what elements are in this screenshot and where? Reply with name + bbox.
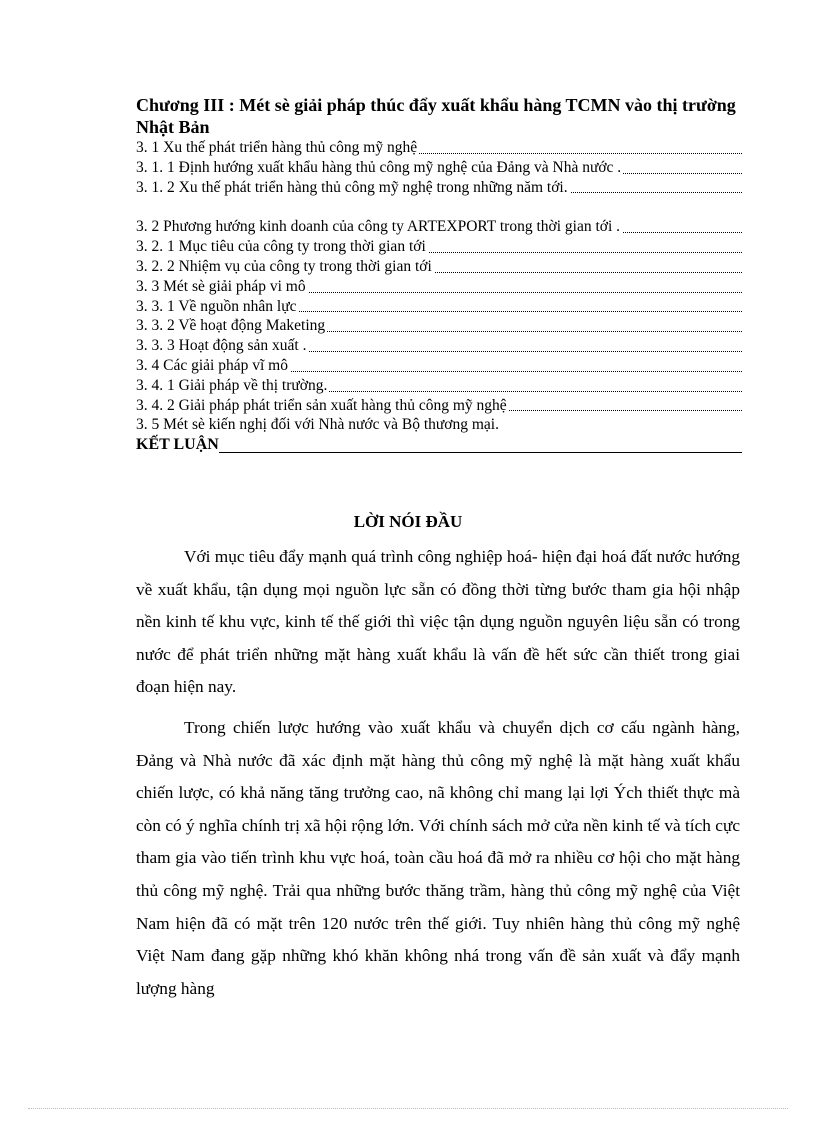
toc-conclusion: KẾT LUẬN — [136, 435, 742, 455]
toc-entry: 3. 3. 2 Về hoạt động Maketing — [136, 316, 742, 336]
toc-entry: 3. 1 Xu thế phát triển hàng thủ công mỹ nghệ — [136, 138, 742, 158]
toc-entry: 3. 2 Phương hướng kinh doanh của công ty ARTEXPORT trong thời gian tới . — [136, 217, 742, 237]
paragraph: Với mục tiêu đẩy mạnh quá trình công nghiệp hoá- hiện đại hoá đất nước hướng về xuất khẩu, tận dụng mọi nguồn lực sẵn có đồng thời từng bước tham gia hội nhập nền kinh tế khu vực, kinh tế thế giới thì việc tận dụng nguồn nguyên liệu sẵn có trong nước để phát triển những mặt hàng xuất khẩu là vấn đề hết sức cần thiết trong giai đoạn hiện nay. — [136, 547, 740, 697]
toc-entry: 3. 3 Mét sè giải pháp vi mô — [136, 277, 742, 297]
paragraph: Trong chiến lược hướng vào xuất khẩu và chuyển dịch cơ cấu ngành hàng, Đảng và Nhà nước đã xác định mặt hàng thủ công mỹ nghệ là mặt hàng xuất khẩu chiến lược, có khả năng tăng trưởng cao, nã không chỉ mang lại lợi Ých thiết thực mà còn có ý nghĩa chính trị xã hội rộng lớn. Với chính sách mở cửa nền kinh tế và tích cực tham gia vào tiến trình khu vực hoá, toàn cầu hoá đã mở ra nhiều cơ hội cho mặt hàng thủ công mỹ nghệ. Trải qua những bước thăng trầm, hàng thủ công mỹ nghệ của Việt Nam hiện đã có mặt trên 120 nước trên thế giới. Tuy nhiên hàng thủ công mỹ nghệ Việt Nam đang gặp những khó khăn không nhá trong vấn đề sản xuất và đẩy mạnh lượng hàng — [136, 717, 740, 998]
toc-entry: 3. 4 Các giải pháp vĩ mô — [136, 356, 742, 376]
toc-entry: 3. 5 Mét sè kiến nghị đối với Nhà nước và Bộ thương mại. — [136, 416, 499, 434]
intro-body — [136, 541, 740, 1013]
page-footer-divider — [28, 1108, 788, 1109]
toc-entry: 3. 3. 3 Hoạt động sản xuất . — [136, 336, 742, 356]
toc-entry: 3. 4. 2 Giải pháp phát triển sản xuất hàng thủ công mỹ nghệ — [136, 396, 742, 416]
toc-entry: 3. 3. 1 Về nguồn nhân lực — [136, 297, 742, 317]
table-of-contents — [136, 94, 742, 455]
toc-entry: 3. 4. 1 Giải pháp về thị trường. — [136, 376, 742, 396]
toc-entry: 3. 1. 1 Định hướng xuất khẩu hàng thủ công mỹ nghệ của Đảng và Nhà nước . — [136, 158, 742, 178]
toc-entry: 3. 1. 2 Xu thế phát triển hàng thủ công mỹ nghệ trong những năm tới. — [136, 178, 742, 198]
chapter-title: Chương III : Mét sè giải pháp thúc đẩy xuất khẩu hàng TCMN vào thị trường Nhật Bản — [136, 95, 736, 137]
toc-entry: 3. 2. 2 Nhiệm vụ của công ty trong thời gian tới — [136, 257, 742, 277]
toc-entry: 3. 2. 1 Mục tiêu của công ty trong thời gian tới — [136, 237, 742, 257]
section-heading: LỜI NÓI ĐẦU — [353, 512, 463, 531]
